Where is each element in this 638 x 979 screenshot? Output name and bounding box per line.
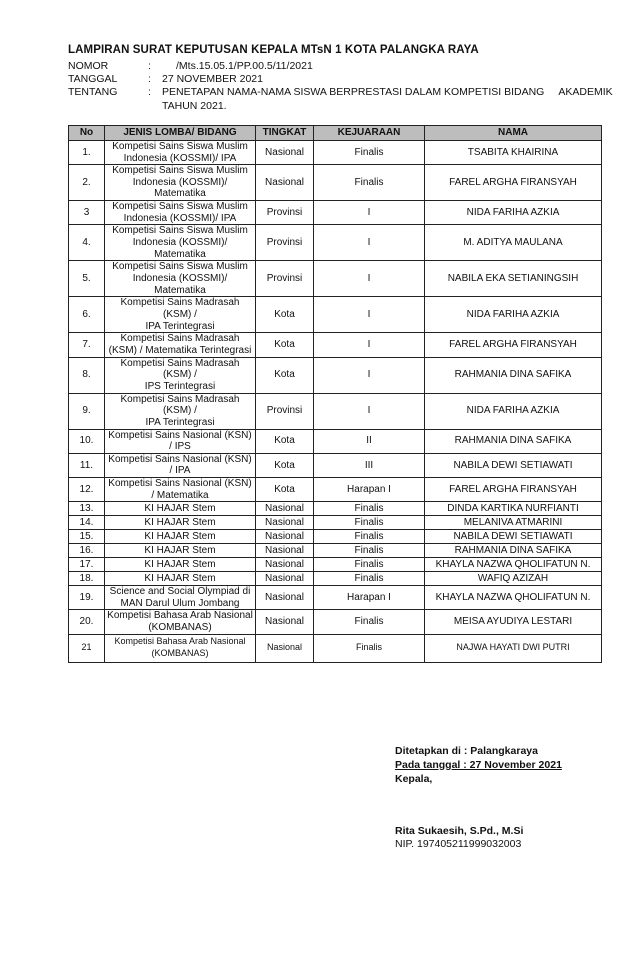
- cell-tingkat: Nasional: [256, 558, 314, 572]
- table-row: [69, 502, 602, 516]
- cell-kejuaraan: Finalis: [314, 558, 425, 572]
- cell-jenis-lomba: KI HAJAR Stem: [105, 544, 256, 558]
- cell-nama: FAREL ARGHA FIRANSYAH: [425, 333, 602, 357]
- table-row: [69, 165, 602, 201]
- cell-kejuaraan: Finalis: [314, 610, 425, 634]
- cell-tingkat: Nasional: [256, 530, 314, 544]
- cell-tingkat: Kota: [256, 357, 314, 393]
- cell-no: 11.: [69, 453, 105, 477]
- cell-kejuaraan: I: [314, 393, 425, 429]
- cell-no: 10.: [69, 429, 105, 453]
- cell-kejuaraan: Finalis: [314, 516, 425, 530]
- cell-kejuaraan: I: [314, 261, 425, 297]
- cell-tingkat: Provinsi: [256, 393, 314, 429]
- cell-jenis-lomba: KI HAJAR Stem: [105, 502, 256, 516]
- cell-tingkat: Provinsi: [256, 225, 314, 261]
- table-row: [69, 634, 602, 662]
- cell-jenis-lomba: Kompetisi Sains Madrasah (KSM) / IPA Terintegrasi: [105, 297, 256, 333]
- cell-no: 4.: [69, 225, 105, 261]
- cell-kejuaraan: Finalis: [314, 544, 425, 558]
- cell-jenis-lomba: KI HAJAR Stem: [105, 530, 256, 544]
- cell-jenis-lomba: KI HAJAR Stem: [105, 516, 256, 530]
- cell-jenis-lomba: Kompetisi Sains Nasional (KSN) / IPA: [105, 453, 256, 477]
- cell-tingkat: Nasional: [256, 634, 314, 662]
- cell-kejuaraan: Finalis: [314, 502, 425, 516]
- cell-nama: RAHMANIA DINA SAFIKA: [425, 357, 602, 393]
- cell-jenis-lomba: Science and Social Olympiad di MAN Darul Ulum Jombang: [105, 586, 256, 610]
- cell-nama: KHAYLA NAZWA QHOLIFATUN N.: [425, 558, 602, 572]
- cell-nama: NABILA DEWI SETIAWATI: [425, 453, 602, 477]
- cell-jenis-lomba: Kompetisi Bahasa Arab Nasional (KOMBANAS): [105, 610, 256, 634]
- colon: :: [148, 73, 151, 85]
- table-row: [69, 530, 602, 544]
- signatory-name: Rita Sukaesih, S.Pd., M.Si: [395, 825, 524, 837]
- cell-tingkat: Provinsi: [256, 261, 314, 297]
- cell-tingkat: Kota: [256, 333, 314, 357]
- table-row: [69, 141, 602, 165]
- table-row: [69, 453, 602, 477]
- cell-nama: NABILA DEWI SETIAWATI: [425, 530, 602, 544]
- cell-nama: WAFIQ AZIZAH: [425, 572, 602, 586]
- cell-no: 19.: [69, 586, 105, 610]
- cell-tingkat: Nasional: [256, 502, 314, 516]
- header-no: No: [69, 126, 105, 141]
- cell-tingkat: Kota: [256, 477, 314, 501]
- cell-nama: RAHMANIA DINA SAFIKA: [425, 544, 602, 558]
- cell-tingkat: Nasional: [256, 572, 314, 586]
- cell-nama: NIDA FARIHA AZKIA: [425, 297, 602, 333]
- cell-no: 17.: [69, 558, 105, 572]
- cell-no: 20.: [69, 610, 105, 634]
- table-row: [69, 544, 602, 558]
- cell-nama: TSABITA KHAIRINA: [425, 141, 602, 165]
- cell-tingkat: Nasional: [256, 544, 314, 558]
- cell-kejuaraan: Harapan I: [314, 477, 425, 501]
- document-title: LAMPIRAN SURAT KEPUTUSAN KEPALA MTsN 1 KOTA PALANGKA RAYA: [68, 44, 479, 56]
- table-row: [69, 201, 602, 225]
- cell-no: 14.: [69, 516, 105, 530]
- table-row: [69, 558, 602, 572]
- cell-kejuaraan: I: [314, 333, 425, 357]
- table-row: [69, 393, 602, 429]
- cell-tingkat: Kota: [256, 297, 314, 333]
- cell-tingkat: Provinsi: [256, 201, 314, 225]
- cell-jenis-lomba: Kompetisi Sains Siswa Muslim Indonesia (KOSSMI)/ IPA: [105, 141, 256, 165]
- cell-jenis-lomba: Kompetisi Sains Siswa Muslim Indonesia (KOSSMI)/ Matematika: [105, 261, 256, 297]
- cell-no: 8.: [69, 357, 105, 393]
- cell-nama: RAHMANIA DINA SAFIKA: [425, 429, 602, 453]
- tentang-label: TENTANG: [68, 86, 118, 98]
- signatory-nip: NIP. 197405211999032003: [395, 838, 522, 850]
- table-row: [69, 261, 602, 297]
- cell-kejuaraan: Harapan I: [314, 586, 425, 610]
- cell-tingkat: Nasional: [256, 516, 314, 530]
- cell-nama: NIDA FARIHA AZKIA: [425, 393, 602, 429]
- cell-no: 1.: [69, 141, 105, 165]
- cell-jenis-lomba: Kompetisi Bahasa Arab Nasional (KOMBANAS): [105, 634, 256, 662]
- nomor-value: /Mts.15.05.1/PP.00.5/11/2021: [176, 60, 313, 72]
- cell-no: 21: [69, 634, 105, 662]
- cell-no: 5.: [69, 261, 105, 297]
- cell-kejuaraan: Finalis: [314, 165, 425, 201]
- cell-jenis-lomba: Kompetisi Sains Siswa Muslim Indonesia (KOSSMI)/ Matematika: [105, 225, 256, 261]
- cell-no: 3: [69, 201, 105, 225]
- cell-jenis-lomba: Kompetisi Sains Madrasah (KSM) / IPA Terintegrasi: [105, 393, 256, 429]
- cell-nama: FAREL ARGHA FIRANSYAH: [425, 477, 602, 501]
- table-row: [69, 516, 602, 530]
- cell-nama: KHAYLA NAZWA QHOLIFATUN N.: [425, 586, 602, 610]
- cell-nama: MEISA AYUDIYA LESTARI: [425, 610, 602, 634]
- table-row: [69, 357, 602, 393]
- tanggal-value: 27 NOVEMBER 2021: [162, 73, 263, 85]
- cell-nama: NAJWA HAYATI DWI PUTRI: [425, 634, 602, 662]
- cell-nama: NABILA EKA SETIANINGSIH: [425, 261, 602, 297]
- cell-tingkat: Nasional: [256, 141, 314, 165]
- cell-nama: M. ADITYA MAULANA: [425, 225, 602, 261]
- cell-tingkat: Kota: [256, 429, 314, 453]
- cell-no: 16.: [69, 544, 105, 558]
- cell-jenis-lomba: Kompetisi Sains Nasional (KSN) / Matematika: [105, 477, 256, 501]
- cell-no: 18.: [69, 572, 105, 586]
- cell-nama: NIDA FARIHA AZKIA: [425, 201, 602, 225]
- header-jenis-lomba: JENIS LOMBA/ BIDANG: [105, 126, 256, 141]
- cell-kejuaraan: I: [314, 201, 425, 225]
- pada-tanggal-line: Pada tanggal : 27 November 2021: [395, 759, 562, 771]
- table-row: [69, 610, 602, 634]
- cell-jenis-lomba: Kompetisi Sains Siswa Muslim Indonesia (KOSSMI)/ IPA: [105, 201, 256, 225]
- cell-tingkat: Nasional: [256, 165, 314, 201]
- cell-jenis-lomba: KI HAJAR Stem: [105, 558, 256, 572]
- cell-kejuaraan: I: [314, 225, 425, 261]
- cell-nama: MELANIVA ATMARINI: [425, 516, 602, 530]
- cell-no: 13.: [69, 502, 105, 516]
- cell-kejuaraan: Finalis: [314, 634, 425, 662]
- cell-no: 9.: [69, 393, 105, 429]
- tanggal-label: TANGGAL: [68, 73, 118, 85]
- colon: :: [148, 86, 151, 98]
- header-nama: NAMA: [425, 126, 602, 141]
- cell-tingkat: Nasional: [256, 586, 314, 610]
- jabatan: Kepala,: [395, 773, 433, 785]
- tentang-value-line2: TAHUN 2021.: [162, 100, 227, 112]
- cell-kejuaraan: Finalis: [314, 572, 425, 586]
- table-row: [69, 586, 602, 610]
- ditetapkan-line: Ditetapkan di : Palangkaraya: [395, 745, 538, 757]
- cell-kejuaraan: Finalis: [314, 530, 425, 544]
- table-row: [69, 572, 602, 586]
- cell-nama: DINDA KARTIKA NURFIANTI: [425, 502, 602, 516]
- table-row: [69, 429, 602, 453]
- cell-tingkat: Nasional: [256, 610, 314, 634]
- table-row: [69, 477, 602, 501]
- cell-jenis-lomba: Kompetisi Sains Nasional (KSN) / IPS: [105, 429, 256, 453]
- table-row: [69, 333, 602, 357]
- cell-jenis-lomba: Kompetisi Sains Madrasah (KSM) / Matematika Terintegrasi: [105, 333, 256, 357]
- cell-no: 7.: [69, 333, 105, 357]
- cell-kejuaraan: Finalis: [314, 141, 425, 165]
- cell-kejuaraan: I: [314, 357, 425, 393]
- cell-kejuaraan: III: [314, 453, 425, 477]
- cell-kejuaraan: I: [314, 297, 425, 333]
- cell-nama: FAREL ARGHA FIRANSYAH: [425, 165, 602, 201]
- cell-no: 15.: [69, 530, 105, 544]
- colon: :: [148, 60, 151, 72]
- table-row: [69, 225, 602, 261]
- cell-jenis-lomba: Kompetisi Sains Siswa Muslim Indonesia (KOSSMI)/ Matematika: [105, 165, 256, 201]
- cell-jenis-lomba: Kompetisi Sains Madrasah (KSM) / IPS Terintegrasi: [105, 357, 256, 393]
- cell-no: 6.: [69, 297, 105, 333]
- table-row: [69, 297, 602, 333]
- cell-jenis-lomba: KI HAJAR Stem: [105, 572, 256, 586]
- cell-no: 12.: [69, 477, 105, 501]
- cell-tingkat: Kota: [256, 453, 314, 477]
- header-kejuaraan: KEJUARAAN: [314, 126, 425, 141]
- cell-no: 2.: [69, 165, 105, 201]
- cell-kejuaraan: II: [314, 429, 425, 453]
- tentang-value-line1: PENETAPAN NAMA-NAMA SISWA BERPRESTASI DALAM KOMPETISI BIDANG AKADEMIK: [162, 86, 613, 98]
- nomor-label: NOMOR: [68, 60, 109, 72]
- achievements-table: [68, 125, 602, 663]
- header-tingkat: TINGKAT: [256, 126, 314, 141]
- table-header-row: [69, 126, 602, 141]
